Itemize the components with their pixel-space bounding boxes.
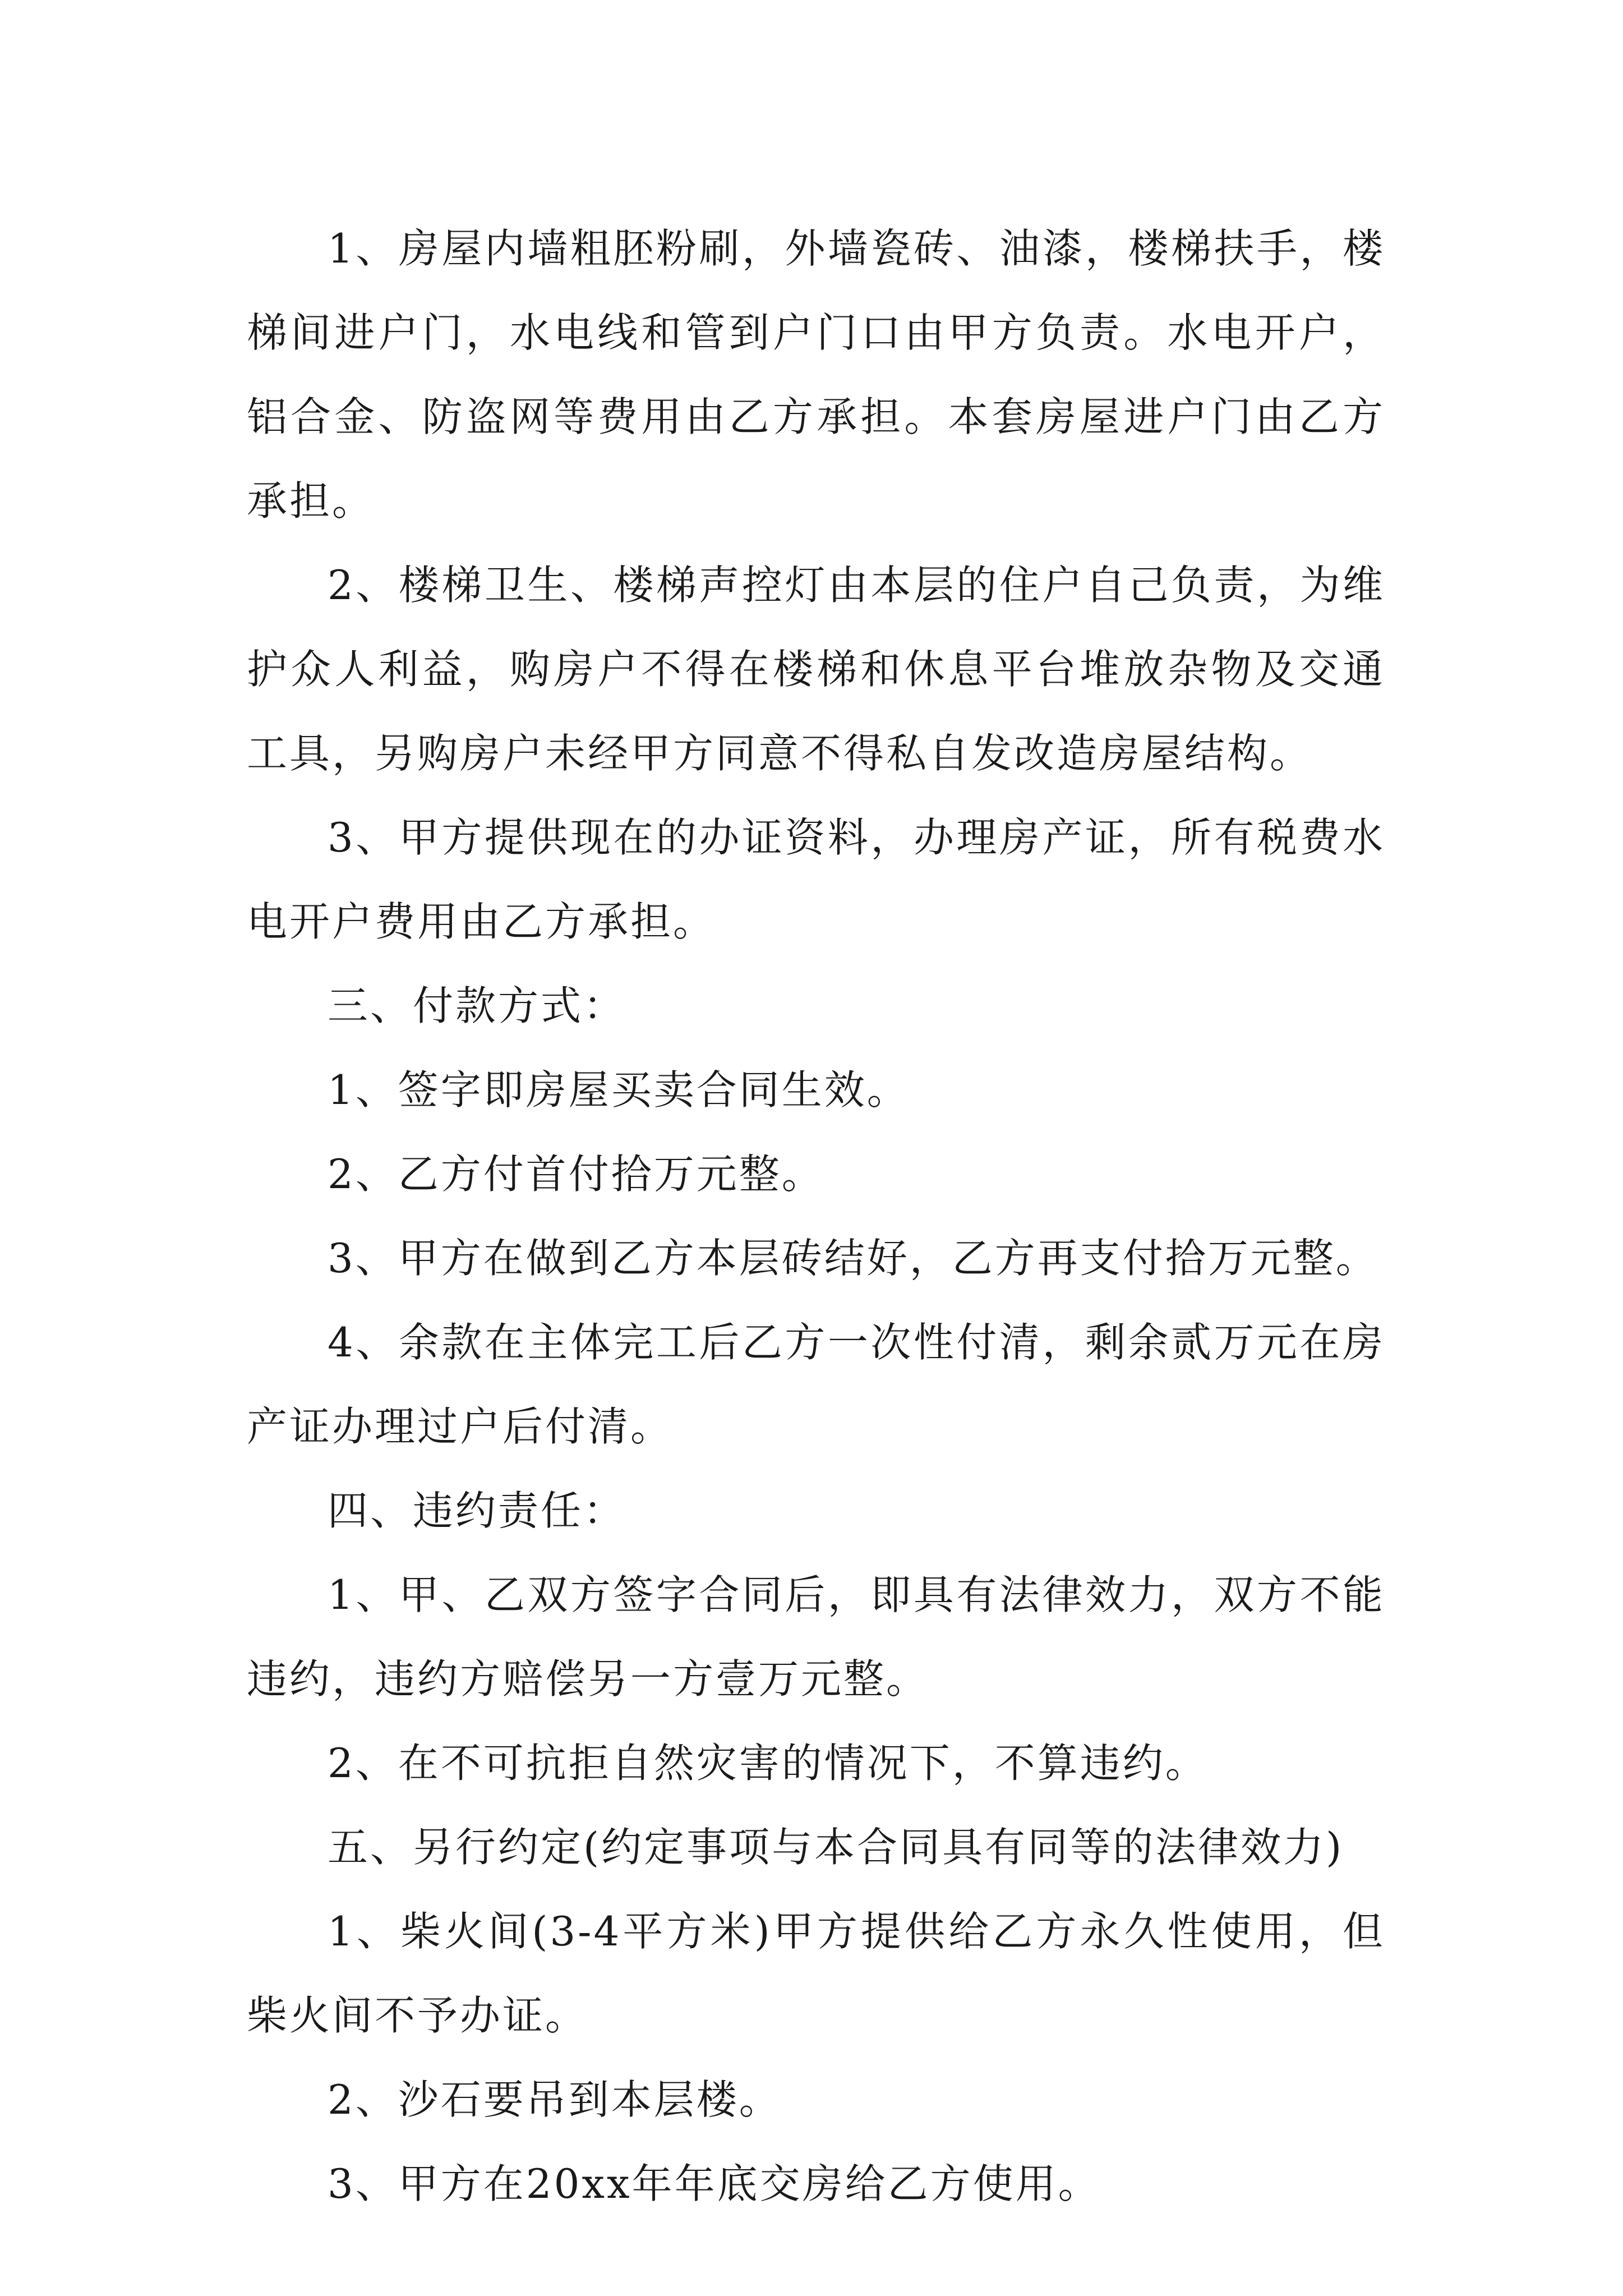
clause-paragraph: 2、楼梯卫生、楼梯声控灯由本层的住户自己负责，为维护众人利益，购房户不得在楼梯和休息平台堆放杂物及交通工具，另购房户未经甲方同意不得私自发改造房屋结构。 [247,562,1385,777]
clause-paragraph: 3、甲方在做到乙方本层砖结好，乙方再支付拾万元整。 [328,1235,1378,1282]
clause-paragraph: 1、柴火间(3-4平方米)甲方提供给乙方永久性使用，但柴火间不予办证。 [247,1908,1385,2039]
clause-paragraph: 3、甲方在20xx年年底交房给乙方使用。 [328,2160,1101,2207]
clause-paragraph: 2、沙石要吊到本层楼。 [328,2076,782,2123]
clause-paragraph: 4、余款在主体完工后乙方一次性付清，剩余贰万元在房产证办理过户后付清。 [247,1319,1385,1450]
clause-paragraph: 2、在不可抗拒自然灾害的情况下，不算违约。 [328,1740,1208,1787]
document-body [247,206,1385,2226]
clause-paragraph: 2、乙方付首付拾万元整。 [328,1151,824,1198]
clause-paragraph: 1、房屋内墙粗胚粉刷，外墙瓷砖、油漆，楼梯扶手，楼梯间进户门，水电线和管到户门口由甲方负责。水电开户，铝合金、防盗网等费用由乙方承担。本套房屋进户门由乙方承担。 [247,225,1385,524]
section-heading: 三、付款方式： [328,982,626,1029]
section-heading: 五、另行约定(约定事项与本合同具有同等的法律效力) [328,1824,1344,1871]
clause-paragraph: 1、签字即房屋买卖合同生效。 [328,1066,910,1114]
clause-paragraph: 3、甲方提供现在的办证资料，办理房产证，所有税费水电开户费用由乙方承担。 [247,814,1385,945]
section-heading: 四、违约责任： [328,1487,626,1534]
clause-paragraph: 1、甲、乙双方签字合同后，即具有法律效力，双方不能违约，违约方赔偿另一方壹万元整。 [247,1571,1385,1703]
